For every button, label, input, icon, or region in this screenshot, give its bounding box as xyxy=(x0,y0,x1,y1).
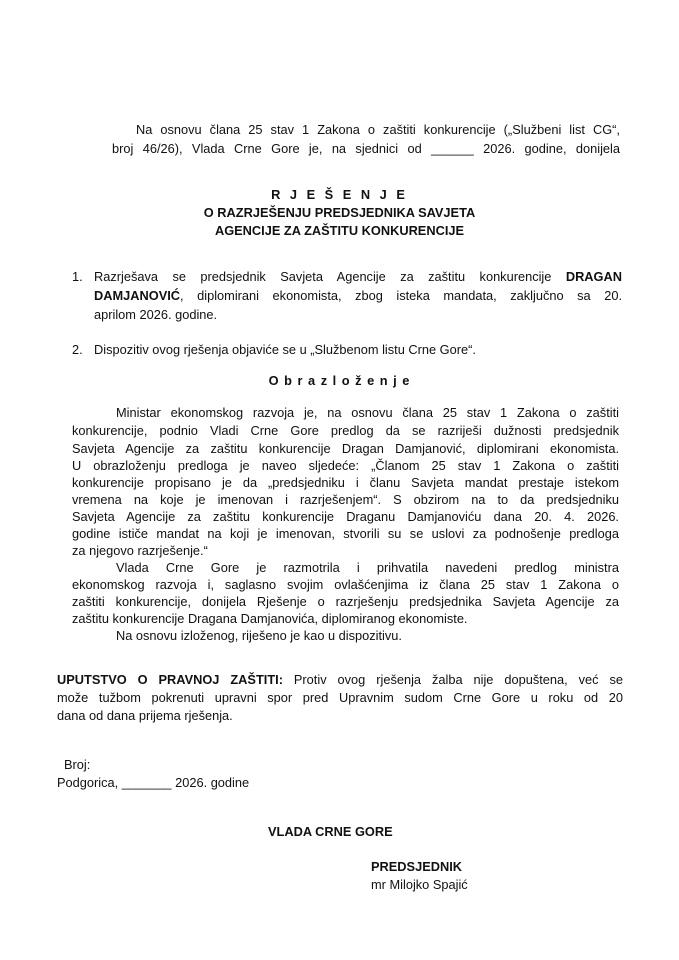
reference-number-label: Broj: xyxy=(64,757,91,772)
reasoning-line: godine ističe mandat na koji je imenovan, stvorili su se uslovi za podnošenje predloga xyxy=(72,526,619,541)
item-1-number: 1. xyxy=(72,269,83,284)
item-1-name-last: DAMJANOVIĆ xyxy=(94,288,181,303)
legal-remedy-line-3: dana od dana prijema rješenja. xyxy=(57,708,233,723)
legal-remedy-line-1 xyxy=(57,671,623,688)
item-1-text-start: Razrješava se predsjednik Savjeta Agencije za zaštitu konkurencije xyxy=(94,269,566,284)
title-subject-line-1: O RAZRJEŠENJU PREDSJEDNIKA SAVJETA xyxy=(203,205,476,220)
signer-title: PREDSJEDNIK xyxy=(371,859,463,874)
issuing-authority: VLADA CRNE GORE xyxy=(268,824,393,839)
title-subject-line-2: AGENCIJE ZA ZAŠTITU KONKURENCIJE xyxy=(214,223,465,238)
item-2-number: 2. xyxy=(72,342,83,357)
item-1-line-3: aprilom 2026. godine. xyxy=(94,307,218,322)
legal-remedy-label: UPUTSTVO O PRAVNOJ ZAŠTITI: xyxy=(57,672,283,687)
item-2-text: Dispozitiv ovog rješenja objaviće se u „Službenom listu Crne Gore“. xyxy=(94,342,476,357)
reasoning-heading: O b r a z l o ž e n j e xyxy=(268,373,411,388)
reasoning-line: Savjeta Agencije za zaštitu konkurencije Dragan Damjanović, diplomirani ekonomista. xyxy=(72,441,619,456)
item-1-line-2 xyxy=(94,287,622,304)
item-1-name-first: DRAGAN xyxy=(565,269,622,284)
reasoning-line: Ministar ekonomskog razvoja je, na osnovu člana 25 stav 1 Zakona o zaštiti xyxy=(116,405,619,420)
item-1-line-1 xyxy=(94,268,622,285)
legal-remedy-text: Protiv ovog rješenja žalba nije dopuštena, već se xyxy=(282,672,623,687)
legal-remedy-line-2: može tužbom pokrenuti upravni spor pred Upravnim sudom Crne Gore u roku od 20 xyxy=(57,690,623,705)
reasoning-line: U obrazloženju predloga je naveo sljedeće: „Članom 25 stav 1 Zakona o zaštiti xyxy=(72,458,619,473)
reasoning-line: konkurencije propisano je da „predsjedniku i članu Savjeta mandat prestaje istekom xyxy=(72,475,619,490)
reasoning-line: Na osnovu izloženog, riješeno je kao u dispozitivu. xyxy=(116,628,402,643)
reasoning-line: zaštitu konkurencije Dragana Damjanovića, diplomiranog ekonomiste. xyxy=(72,611,468,626)
reasoning-line: Savjeta Agencije za zaštitu konkurencije Draganu Damjanoviću dana 20. 4. 2026. xyxy=(72,509,619,524)
preamble-line-1: Na osnovu člana 25 stav 1 Zakona o zaštiti konkurencije („Službeni list CG“, xyxy=(136,122,620,137)
reasoning-line: zaštiti konkurencije, donijela Rješenje o razrješenju predsjednika Savjeta Agencije za xyxy=(72,594,619,609)
reasoning-line: ekonomskog razvoja i, saglasno svojim ovlašćenjima iz člana 25 stav 1 Zakona o xyxy=(72,577,619,592)
item-1-text-continued: , diplomirani ekonomista, zbog isteka mandata, zaključno sa 20. xyxy=(180,288,622,303)
preamble-line-2: broj 46/26), Vlada Crne Gore je, na sjednici od ______ 2026. godine, donijela xyxy=(112,141,620,156)
reasoning-line: vremena na koje je imenovan i razrješenjem“. S obzirom na to da predsjedniku xyxy=(72,492,619,507)
reasoning-line: Vlada Crne Gore je razmotrila i prihvatila navedeni predlog ministra xyxy=(116,560,619,575)
reasoning-line: za njegovo razrješenje.“ xyxy=(72,543,208,558)
signer-name: mr Milojko Spajić xyxy=(371,877,468,892)
document-title: R J E Š E N J E xyxy=(271,187,408,202)
reasoning-line: konkurencije, podnio Vladi Crne Gore predlog da se razriješi dužnosti predsjednik xyxy=(72,423,619,438)
place-and-date: Podgorica, _______ 2026. godine xyxy=(57,775,250,790)
